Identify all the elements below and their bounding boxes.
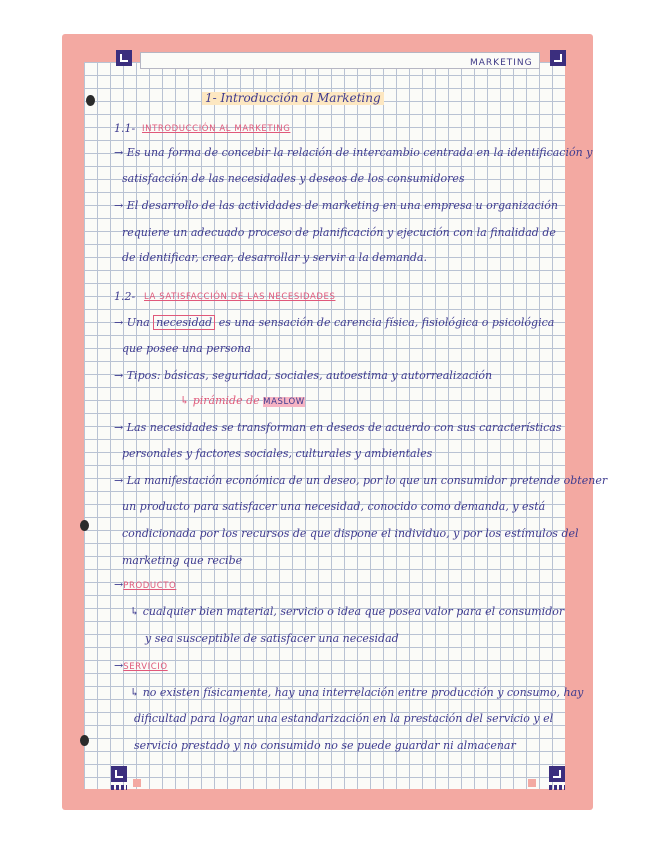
brand-logo-icon — [116, 50, 132, 66]
note-line: → El desarrollo de las actividades de marketing en una empresa u organización — [114, 199, 558, 212]
heading-number: 1.2- — [114, 290, 136, 303]
need-keyword: necesidad — [153, 315, 215, 330]
need-prefix: → Una — [114, 316, 150, 329]
brand-logo-icon — [549, 766, 565, 782]
note-line: ↳ cualquier bien material, servicio o idea que posea valor para el consumidor — [130, 605, 565, 618]
producto-label: PRODUCTO — [123, 581, 177, 591]
note-line: de identificar, crear, desarrollar y servir a la demanda. — [122, 251, 427, 264]
heading-1-1: INTRODUCCIÓN AL MARKETING — [142, 124, 291, 134]
note-line: marketing que recibe — [122, 554, 243, 567]
arrow-icon: → — [114, 578, 124, 591]
brand-stripes-icon — [111, 785, 127, 790]
servicio-heading — [114, 659, 168, 674]
note-line: personales y factores sociales, culturales y ambientales — [122, 447, 433, 460]
note-line: servicio prestado y no consumido no se puede guardar ni almacenar — [134, 739, 516, 752]
pyramid-line — [180, 394, 305, 409]
producto-heading — [114, 578, 176, 593]
arrow-icon: → — [114, 659, 124, 672]
note-line: → Las necesidades se transforman en deseos de acuerdo con sus características — [114, 421, 562, 434]
brand-logo-icon — [550, 50, 566, 66]
corner-square-icon — [133, 779, 141, 787]
corner-square-icon — [528, 779, 536, 787]
servicio-label: SERVICIO — [123, 662, 168, 672]
note-line: → Es una forma de concebir la relación de intercambio centrada en la identificación y — [114, 146, 593, 159]
section-title: 1- Introducción al Marketing — [202, 92, 384, 105]
binder-hole-icon — [80, 520, 89, 531]
binder-hole-icon — [86, 95, 95, 106]
need-rest: es una sensación de carencia física, fisiológica o psicológica — [218, 316, 555, 329]
brand-stripes-icon — [549, 785, 565, 790]
note-line: requiere un adecuado proceso de planificación y ejecución con la finalidad de — [122, 226, 556, 239]
note-line: satisfacción de las necesidades y deseos de los consumidores — [122, 172, 465, 185]
note-line: ↳ no existen físicamente, hay una interrelación entre producción y consumo, hay — [130, 686, 584, 699]
brand-logo-icon — [111, 766, 127, 782]
note-line-types: → Tipos: básicas, seguridad, sociales, autoestima y autorrealización — [114, 369, 493, 382]
heading-number: 1.1- — [114, 122, 136, 135]
heading-1-2: LA SATISFACCIÓN DE LAS NECESIDADES — [144, 292, 336, 302]
note-line: y sea susceptible de satisfacer una necesidad — [145, 632, 399, 645]
note-line: → La manifestación económica de un deseo, por lo que un consumidor pretende obtener — [114, 474, 608, 487]
note-line: un producto para satisfacer una necesidad, conocido como demanda, y está — [122, 500, 546, 513]
note-line: condicionada por los recursos de que dispone el individuo, y por los estímulos del — [122, 527, 579, 540]
binder-hole-icon — [80, 735, 89, 746]
subject-label: MARKETING — [470, 58, 533, 68]
pyramid-name: MASLOW — [263, 397, 305, 407]
note-line: que posee una persona — [122, 342, 251, 355]
note-line-need — [114, 316, 554, 329]
note-line: dificultad para lograr una estandarización en la prestación del servicio y el — [134, 712, 554, 725]
pyramid-prefix: ↳ pirámide de — [180, 394, 260, 407]
